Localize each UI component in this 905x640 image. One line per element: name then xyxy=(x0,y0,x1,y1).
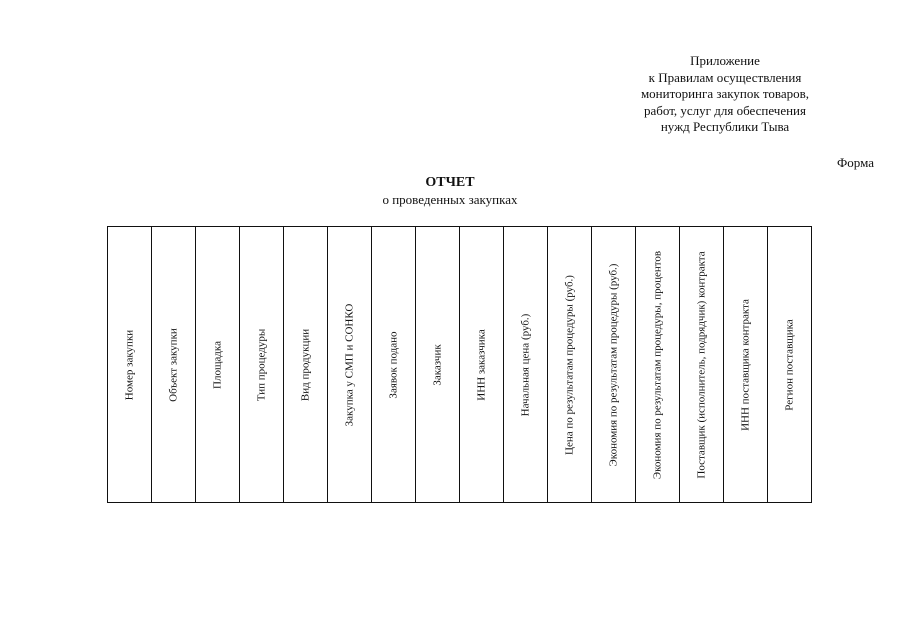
table-header-cell xyxy=(636,227,680,503)
table-header-cell xyxy=(416,227,460,503)
column-header: Закупка у СМП и СОНКО xyxy=(343,303,355,426)
column-header: Заказчик xyxy=(431,343,443,386)
table-header-cell xyxy=(284,227,328,503)
column-header: Тип процедуры xyxy=(255,328,267,401)
column-header: Номер закупки xyxy=(123,329,135,400)
table-header-cell xyxy=(504,227,548,503)
column-header: Регион поставщика xyxy=(783,318,795,411)
column-header: Цена по результатам процедуры (руб.) xyxy=(563,274,575,455)
table-header-row xyxy=(108,227,812,503)
appendix-line: Приложение xyxy=(690,53,760,68)
table-header-cell xyxy=(768,227,812,503)
table-header-cell xyxy=(240,227,284,503)
column-header: Начальная цена (руб.) xyxy=(519,313,531,416)
table-header-cell xyxy=(152,227,196,503)
column-header: Экономия по результатам процедуры, процентов xyxy=(651,250,663,479)
column-header: Поставщик (исполнитель, подрядчик) контракта xyxy=(695,250,707,479)
table-header-cell xyxy=(328,227,372,503)
appendix-note xyxy=(600,53,850,136)
column-header: ИНН поставщика контракта xyxy=(739,298,751,431)
column-header: Вид продукции xyxy=(299,328,311,401)
table-header-cell xyxy=(548,227,592,503)
table-header-cell xyxy=(108,227,152,503)
table-header-cell xyxy=(724,227,768,503)
report-table xyxy=(107,226,812,503)
column-header: Площадка xyxy=(211,340,223,389)
table-header-cell xyxy=(680,227,724,503)
form-label: Форма xyxy=(837,155,874,170)
column-header: Объект закупки xyxy=(167,327,179,402)
table-header-cell xyxy=(372,227,416,503)
column-header: Заявок подано xyxy=(387,330,399,399)
table-header-cell xyxy=(592,227,636,503)
column-header: ИНН заказчика xyxy=(475,328,487,401)
appendix-line: мониторинга закупок товаров, xyxy=(640,86,810,101)
appendix-line: нужд Республики Тыва xyxy=(660,119,790,134)
report-subtitle: о проведенных закупках xyxy=(382,192,518,207)
appendix-line: к Правилам осуществления xyxy=(648,69,802,85)
appendix-line: работ, услуг для обеспечения xyxy=(644,102,806,118)
report-title: ОТЧЕТ xyxy=(425,175,475,190)
table-header-cell xyxy=(460,227,504,503)
table-header-cell xyxy=(196,227,240,503)
column-header: Экономия по результатам процедуры (руб.) xyxy=(607,263,619,466)
